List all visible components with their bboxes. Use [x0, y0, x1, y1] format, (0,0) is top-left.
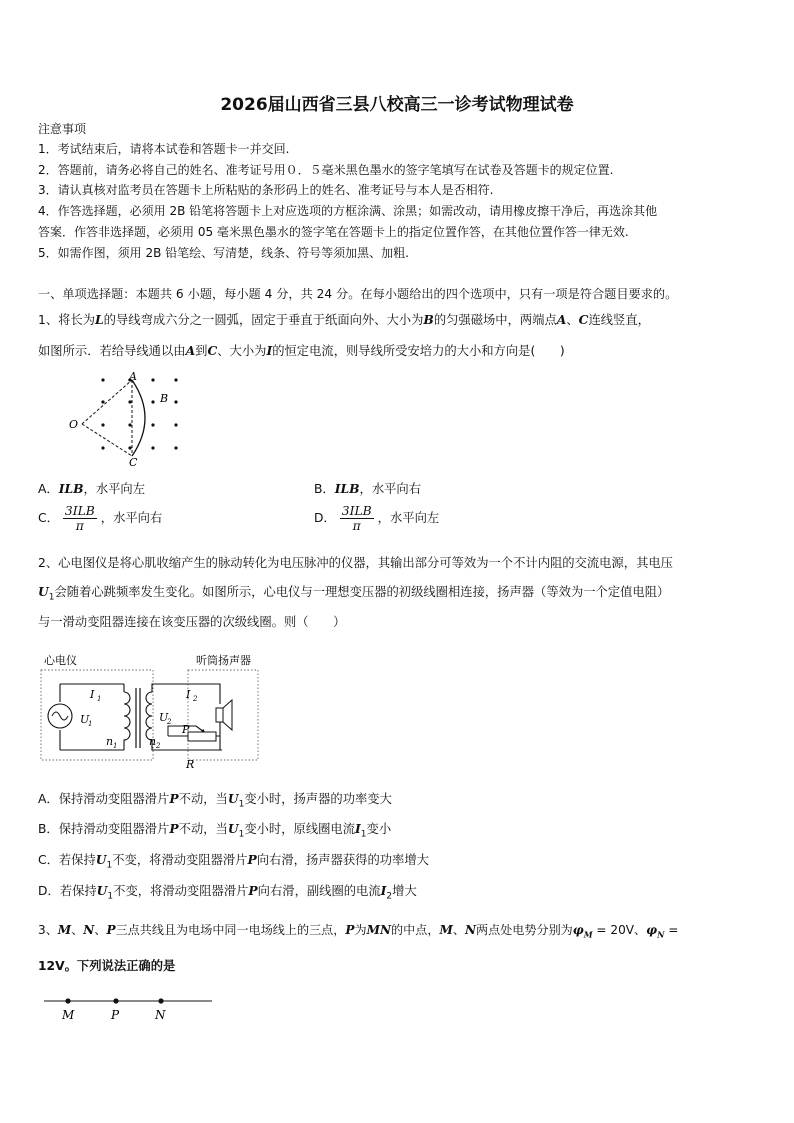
notice-item-1: 1．考试结束后，请将本试卷和答题卡一并交回.: [38, 142, 290, 156]
primary-coil: [124, 692, 130, 742]
q3-stem-line-1: 3、M、N、P三点共线且为电场中同一电场线上的三点，P为MN的中点，M、N两点处电势分别为$\varphi_M = 20V$、$\varphi_N$ =: [38, 923, 679, 940]
q2-option-a: A．保持滑动变阻器滑片P不动，当$U_1$变小时，扬声器的功率变大: [38, 791, 392, 810]
wire-arc: [132, 380, 145, 456]
svg-text:U: U: [80, 713, 90, 726]
label-A: A: [129, 370, 137, 383]
q3-field-line-figure: [40, 990, 220, 1024]
fraction: $\frac{\text{3ILB}}{\pi}$: [64, 504, 95, 533]
label-ecg: 心电仪: [44, 654, 77, 667]
fraction: $\frac{\text{3ILB}}{\pi}$: [341, 504, 372, 533]
svg-text:I: I: [186, 688, 191, 701]
svg-text:U: U: [159, 711, 169, 724]
notice-item-2: 2．答题前，请务必将自己的姓名、准考证号用０．５毫米黑色墨水的签字笔填写在试卷及答题卡的规定位置.: [38, 163, 614, 177]
label-B: B: [160, 392, 169, 405]
q2-circuit-figure: [38, 652, 268, 772]
page-title: 2026届山西省三县八校高三一诊考试物理试卷: [220, 95, 574, 115]
point-N: [158, 998, 163, 1003]
notice-item-4: 4．作答选择题，必须用 2B 铅笔将答题卡上对应选项的方框涂满、涂黑；如需改动，请用橡皮擦干净后，再选涂其他: [38, 204, 658, 218]
svg-text:1: 1: [113, 742, 118, 750]
notice-heading: 注意事项: [38, 122, 87, 136]
q1-option-b: B．ILB，水平向右: [314, 481, 422, 496]
svg-text:N: N: [155, 1008, 166, 1022]
q2-option-b: B．保持滑动变阻器滑片P不动，当$U_1$变小时，原线圈电流$I_1$变小: [38, 821, 392, 840]
q3-stem-line-2: 12V。下列说法正确的是: [38, 959, 176, 973]
label-O: O: [69, 418, 79, 431]
svg-text:P: P: [111, 1008, 120, 1022]
svg-text:2: 2: [167, 718, 172, 726]
notice-item-5: 5．如需作图，须用 2B 铅笔绘、写清楚，线条、符号等须加黑、加粗.: [38, 246, 409, 260]
svg-text:2: 2: [156, 742, 161, 750]
section-heading: 一、单项选择题：本题共 6 小题，每小题 4 分，共 24 分。在每小题给出的四个选项中，只有一项是符合题目要求的。: [38, 287, 678, 301]
q1-option-c: C． $\frac{\text{3ILB}}{\pi}$ ，水平向右: [38, 504, 163, 533]
q2-stem-line-3: 与一滑动变阻器连接在该变压器的次级线圈。则（ ）: [38, 615, 346, 629]
q1-arc-figure: [60, 368, 190, 468]
label-C: C: [129, 456, 138, 468]
speaker-icon: [216, 708, 223, 722]
svg-text:M: M: [62, 1008, 75, 1022]
q1-stem-line-1: 1、将长为L的导线弯成六分之一圆弧，固定于垂直于纸面向外、大小为B的匀强磁场中，两端点A、C连线竖直，: [38, 312, 650, 327]
point-M: [65, 998, 70, 1003]
point-P: [113, 998, 118, 1003]
svg-text:P: P: [182, 723, 190, 736]
rheostat: [188, 732, 216, 741]
svg-text:1: 1: [88, 720, 93, 728]
q2-stem-line-1: 2、心电图仪是将心肌收缩产生的脉动转化为电压脉冲的仪器，其输出部分可等效为一个不计内阻的交流电源，其电压: [38, 556, 673, 570]
svg-text:n: n: [106, 735, 114, 748]
svg-text:1: 1: [97, 695, 102, 703]
q2-stem-line-2: $U_1$会随着心跳频率发生变化。如图所示，心电仪与一理想变压器的初级线圈相连接，扬声器（等效为一个定值电阻）: [38, 584, 670, 603]
label-speaker: 听筒扬声器: [196, 654, 251, 667]
notice-item-3: 3．请认真核对监考员在答题卡上所粘贴的条形码上的姓名、准考证号与本人是否相符.: [38, 183, 494, 197]
q1-option-d: D． $\frac{\text{3ILB}}{\pi}$ ，水平向左: [314, 504, 440, 533]
q1-stem-line-2: 如图所示．若给导线通以由A到C、大小为I的恒定电流，则导线所受安培力的大小和方向是( ): [38, 343, 565, 358]
svg-text:I: I: [90, 688, 95, 701]
q1-option-a: A．ILB，水平向左: [38, 481, 146, 496]
notice-item-4-cont: 答案．作答非选择题，必须用 05 毫米黑色墨水的签字笔在答题卡上的指定位置作答，在其他位置作答一律无效.: [38, 225, 629, 239]
q2-option-c: C．若保持$U_1$不变，将滑动变阻器滑片P向右滑，扬声器获得的功率增大: [38, 852, 429, 871]
svg-text:2: 2: [193, 695, 198, 703]
q2-option-d: D．若保持$U_1$不变，将滑动变阻器滑片P向右滑，副线圈的电流$I_2$增大: [38, 883, 417, 902]
svg-text:n: n: [149, 735, 157, 748]
magnetic-field-dots: [101, 378, 177, 449]
svg-text:R: R: [186, 758, 195, 771]
